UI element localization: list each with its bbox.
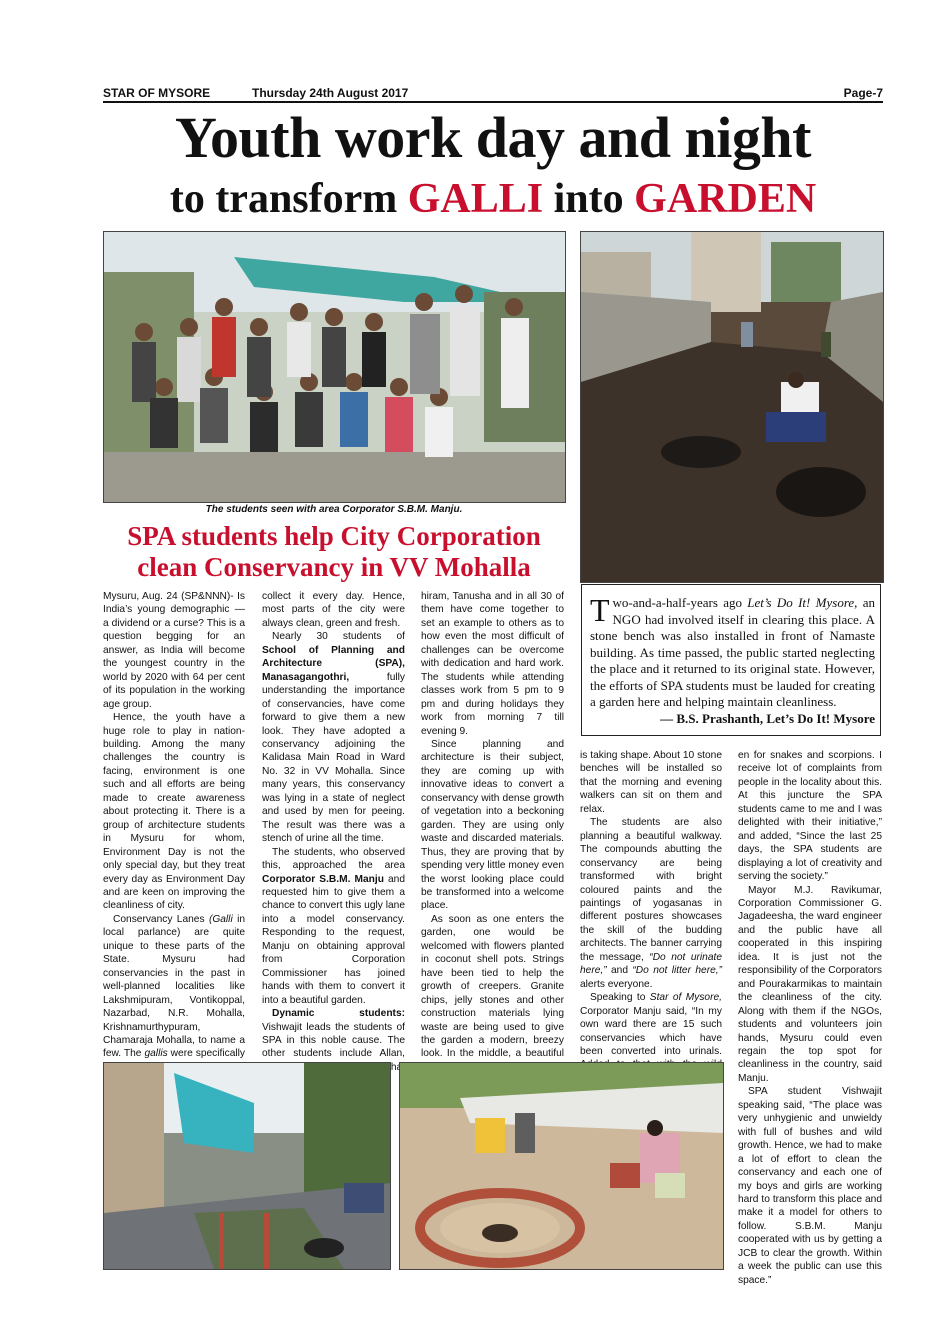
garden-photo [103, 1062, 391, 1270]
issue-date: Thursday 24th August 2017 [252, 86, 409, 100]
article-column-1 [103, 590, 245, 1060]
headline-second-line: to transform GALLI into GARDEN [169, 176, 817, 222]
article-paragraph: Mysuru, Aug. 24 (SP&NNN)- Is India’s young demographic — a dividend or a curse? This is a question begging for an answer, as India will become the youngest country in the world by 2020 with 64 per cent of its population in the working age group. [103, 591, 245, 710]
article-paragraph: hiram, Tanusha and in all 30 of them have come together to set an example to others as to how even the most difficult of challenges can be overcome with dedication and hard work. The students while attending classes work from 5 pm to 9 pm and during holidays they work from morning 7 till evening 9. [421, 591, 564, 737]
article-paragraph: Since planning and architecture is their subject, they are coming up with innovative ideas to convert a conservancy with dense growth of vegetation into a beckoning garden. They are using only waste and discarded materials. Thus, they are proving that by spending very little money even the worst looking place could be transformed into a welcome place. [421, 738, 564, 912]
sub-headline: SPA students help City Corporation clean Conservancy in VV Mohalla [127, 521, 541, 582]
article-paragraph: is taking shape. About 10 stone benches will be installed so that the morning and evening walkers can sit on them and relax. [580, 750, 722, 815]
article-paragraph: As soon as one enters the garden, one would be welcomed with flowers planted in coconut shell pots. Strings have been tied to help the growth of creepers. Granite chips, jelly stones and other construction materials lying waste are being used to give the garden a modern, breezy look. In the middle, a beautiful [421, 913, 564, 1060]
article-column-4 [580, 749, 722, 1059]
article-paragraph: Hence, the youth have a huge role to play in nation-building. Among the many challenges the country is facing, environment is one such and all efforts are being made to create awareness about protecting it. There is a group of architecture students in Mysuru for whom, Environment Day is not the only special day, but they treat every day as Environment Day and are keen on improving the cleanliness of city. [103, 712, 245, 912]
cleaning-photo [580, 231, 884, 583]
fountain-photo [399, 1062, 724, 1270]
quote-dropcap: T [590, 592, 610, 628]
article-paragraph: Conservancy Lanes (Galli in local parlance) are quite unique to these parts of the State. Mysuru had conservancies in the past in well-planned localities like Lakshmipuram, Vontikoppal, Nazarbad, N.R. Mohalla, Krishnamurthypuram, Chamaraja Mohalla, to name a few. The gallis were specifically [103, 913, 246, 1060]
page-header [103, 86, 883, 102]
article-paragraph: Mayor M.J. Ravikumar, Corporation Commissioner G. Jagadeesha, the ward engineer and the public have all cooperated in this inspiring idea. It is just not the responsibility of the Corporators and Pourakarmikas to maintain the cleanliness of the city. Along with them if the NGOs, students and volunteers join hands, Mysuru could even regain the top spot for cleanliness in the country, said Manju. [738, 884, 882, 1084]
page-number: Page-7 [843, 86, 883, 100]
article-paragraph: Nearly 30 students of School of Planning and Architecture (SPA), Manasagangothri, fully understanding the importance of conservancies, have come forward to give them a new look. They have adopted a conservancy adjoining the Kalidasa Main Road in Ward No. 32 in VV Mohalla. Since many years, this conservancy was lying in a state of neglect and used by men for peeing. The result was there was a stench of urine all the time. [262, 631, 405, 845]
article-paragraph: Speaking to Star of Mysore, Corporator Manju said, “In my own ward there are 15 such conservancies which have been converted into urinals. [580, 992, 722, 1057]
article-paragraph: en for snakes and scorpions. I receive lot of complaints from people in the locality about this. At this juncture the SPA students came to me and I was delighted with their initiative,” and added, “Since the last 25 days, the SPA students are displaying a lot of creativity and serving the society.” [738, 750, 882, 883]
quote-signature: — B.S. Prashanth, Let’s Do It! Mysore [660, 710, 875, 726]
header-rule [103, 101, 883, 103]
group-photo [103, 231, 566, 503]
article-paragraph: The students, who observed this, approached the area Corporator S.B.M. Manju and requested him to give them a chance to convert this ugly lane into a model conservancy. Responding to the request, Manju on obtaining approval from Corporation Commissioner has joined hands with them to convert it into a beautiful garden. [262, 846, 405, 1006]
article-column-5 [738, 749, 882, 1286]
newspaper-name: STAR OF MYSORE [103, 86, 211, 100]
article-paragraph: Dynamic students: Vishwajit leads the students of SPA in this noble cause. The other students include Allan, [262, 1008, 405, 1060]
article-column-3 [421, 590, 564, 1060]
article-paragraph: The students are also planning a beautiful walkway. The compounds abutting the conservancy are being transformed with bright coloured paints and the paintings of yogasanas in different postures showcases the skill of the budding architects. The banner carrying the message, “Do not urinate here,” and “Do not litter here,” alerts everyone. [580, 817, 722, 990]
article-column-2 [262, 590, 405, 1060]
article-paragraph: collect it every day. Hence, most parts of the city were always clean, green and fresh. [262, 591, 405, 629]
main-headline: Youth work day and night [175, 105, 811, 170]
quote-box: Two-and-a-half-years ago Let’s Do It! Mysore, an NGO had involved itself in clearing this place. A stone bench was also installed in front of Namaste building. As time passed, the public started neglecting the place and it returned to its original state. However, the efforts of SPA students must be lauded for creating a garden here and helping maintain cleanliness. — B.S. Prashanth, Let’s Do It! Mysore [581, 584, 881, 736]
article-paragraph: SPA student Vishwajit speaking said, “The place was very unhygienic and unwieldy with full of bushes and wild growth. Hence, we had to make a lot of effort to clean the conservancy and each one of my boys and girls are working hard to transform this place and make it a model for others to follow. S.B.M. Manju cooperated with us by getting a JCB to clear the growth. Within a week the public can use this space.” [738, 1086, 882, 1286]
photo-caption: The students seen with area Corporator S.B.M. Manju. [205, 504, 463, 515]
